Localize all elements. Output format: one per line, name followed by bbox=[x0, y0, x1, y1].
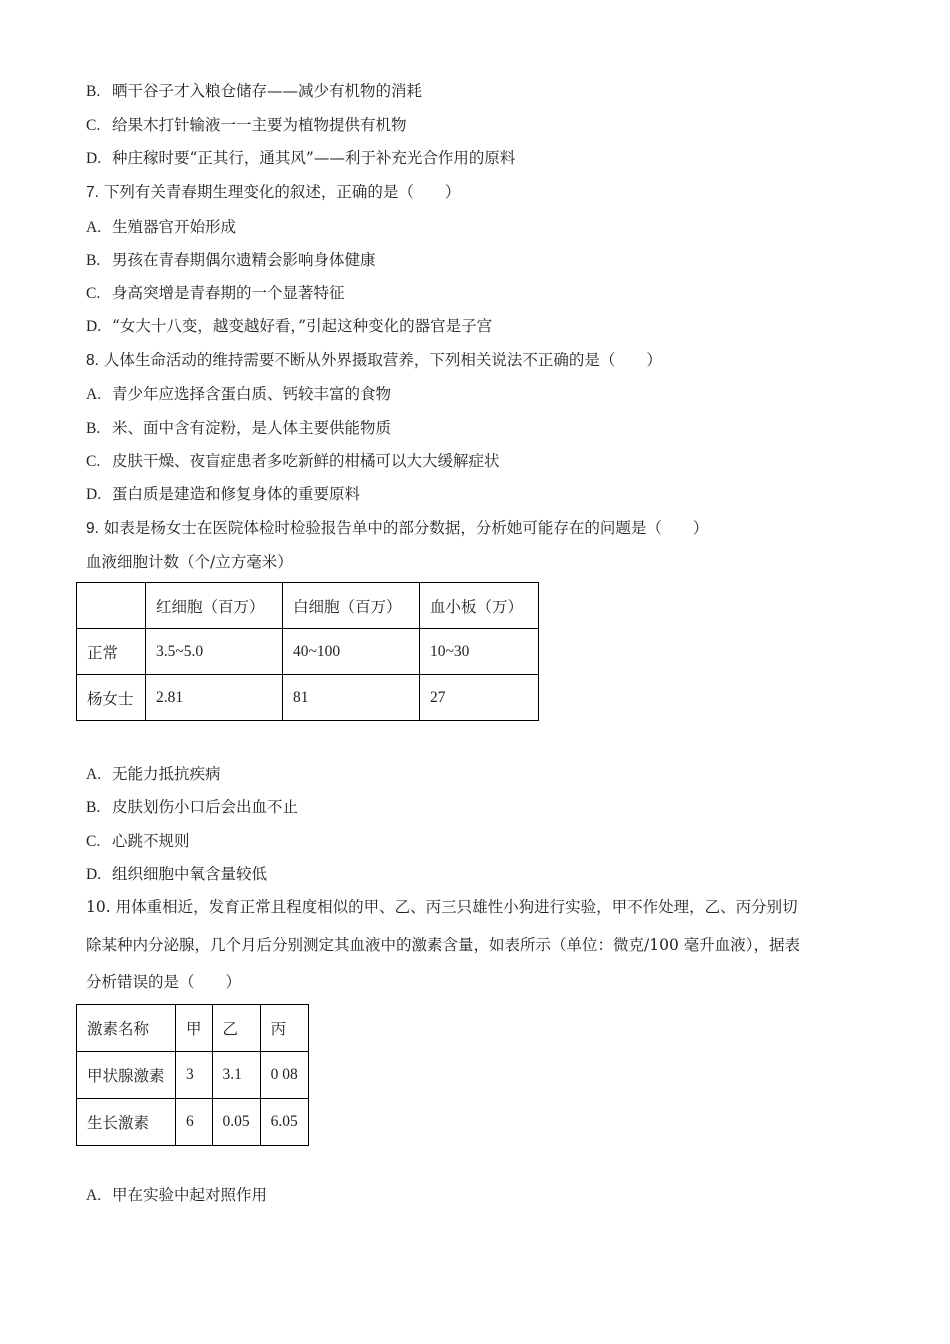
table-row bbox=[77, 1052, 309, 1099]
q9-option-b: B. 皮肤划伤小口后会出血不止 bbox=[86, 798, 299, 816]
table-header-cell: 激素名称 bbox=[77, 1005, 176, 1052]
q7-option-a: A. 生殖器官开始形成 bbox=[86, 218, 237, 236]
table-cell: 27 bbox=[420, 675, 539, 721]
table-cell: 81 bbox=[283, 675, 420, 721]
q10-stem-line-1: 10. 用体重相近，发育正常且程度相似的甲、乙、丙三只雄性小狗进行实验，甲不作处理，乙、丙分别切 bbox=[86, 898, 798, 916]
table-row bbox=[77, 1099, 309, 1146]
q6-option-d: D. 种庄稼时要“正其行，通其风”——利于补充光合作用的原料 bbox=[86, 149, 516, 167]
blood-cell-count-table bbox=[76, 582, 539, 721]
table-cell: 0.05 bbox=[212, 1099, 260, 1146]
table-cell: 2.81 bbox=[146, 675, 283, 721]
table-header-row bbox=[77, 1005, 309, 1052]
hormone-level-table bbox=[76, 1004, 309, 1146]
table-cell: 3.1 bbox=[212, 1052, 260, 1099]
q7-option-d: D. “女大十八变，越变越好看，”引起这种变化的器官是子宫 bbox=[86, 317, 493, 335]
table-cell: 3.5~5.0 bbox=[146, 629, 283, 675]
table-cell: 40~100 bbox=[283, 629, 420, 675]
table-header-cell: 白细胞（百万） bbox=[283, 583, 420, 629]
q9-option-d: D. 组织细胞中氧含量较低 bbox=[86, 865, 268, 883]
q7-option-c: C. 身高突增是青春期的一个显著特征 bbox=[86, 284, 345, 302]
table-header-cell: 甲 bbox=[176, 1005, 213, 1052]
q6-option-c: C. 给果木打针输液一一主要为植物提供有机物 bbox=[86, 116, 407, 134]
table-cell: 10~30 bbox=[420, 629, 539, 675]
q10-stem-line-3: 分析错误的是（ ） bbox=[86, 973, 242, 991]
q8-option-d: D. 蛋白质是建造和修复身体的重要原料 bbox=[86, 485, 361, 503]
table-cell: 3 bbox=[176, 1052, 213, 1099]
q8-option-a: A. 青少年应选择含蛋白质、钙较丰富的食物 bbox=[86, 385, 392, 403]
table-cell: 6 bbox=[176, 1099, 213, 1146]
q9-option-a: A. 无能力抵抗疾病 bbox=[86, 765, 221, 783]
table-header-cell: 血小板（万） bbox=[420, 583, 539, 629]
q10-stem-line-2: 除某种内分泌腺，几个月后分别测定其血液中的激素含量，如表所示（单位：微克/100 毫升血液），据表 bbox=[86, 936, 800, 954]
q6-option-b: B. 晒干谷子才入粮仓储存——减少有机物的消耗 bbox=[86, 82, 423, 100]
table-cell: 杨女士 bbox=[77, 675, 146, 721]
table-cell: 0 08 bbox=[260, 1052, 308, 1099]
q10-option-a: A. 甲在实验中起对照作用 bbox=[86, 1186, 268, 1204]
q7-option-b: B. 男孩在青春期偶尔遗精会影响身体健康 bbox=[86, 251, 376, 269]
q9-stem: 9. 如表是杨女士在医院体检时检验报告单中的部分数据，分析她可能存在的问题是（ ） bbox=[86, 519, 709, 537]
table-cell: 正常 bbox=[77, 629, 146, 675]
q8-stem: 8. 人体生命活动的维持需要不断从外界摄取营养，下列相关说法不正确的是（ ） bbox=[86, 351, 662, 369]
q9-table-caption: 血液细胞计数（个/立方毫米） bbox=[86, 553, 293, 571]
table-header-row bbox=[77, 583, 539, 629]
table-header-cell: 丙 bbox=[260, 1005, 308, 1052]
q8-option-c: C. 皮肤干燥、夜盲症患者多吃新鲜的柑橘可以大大缓解症状 bbox=[86, 452, 500, 470]
table-row bbox=[77, 675, 539, 721]
q9-option-c: C. 心跳不规则 bbox=[86, 832, 190, 850]
table-cell: 甲状腺激素 bbox=[77, 1052, 176, 1099]
table-header-cell: 乙 bbox=[212, 1005, 260, 1052]
q8-option-b: B. 米、面中含有淀粉，是人体主要供能物质 bbox=[86, 419, 392, 437]
table-cell: 6.05 bbox=[260, 1099, 308, 1146]
table-header-cell bbox=[77, 583, 146, 629]
table-header-cell: 红细胞（百万） bbox=[146, 583, 283, 629]
table-row bbox=[77, 629, 539, 675]
table-cell: 生长激素 bbox=[77, 1099, 176, 1146]
q7-stem: 7. 下列有关青春期生理变化的叙述，正确的是（ ） bbox=[86, 183, 461, 201]
